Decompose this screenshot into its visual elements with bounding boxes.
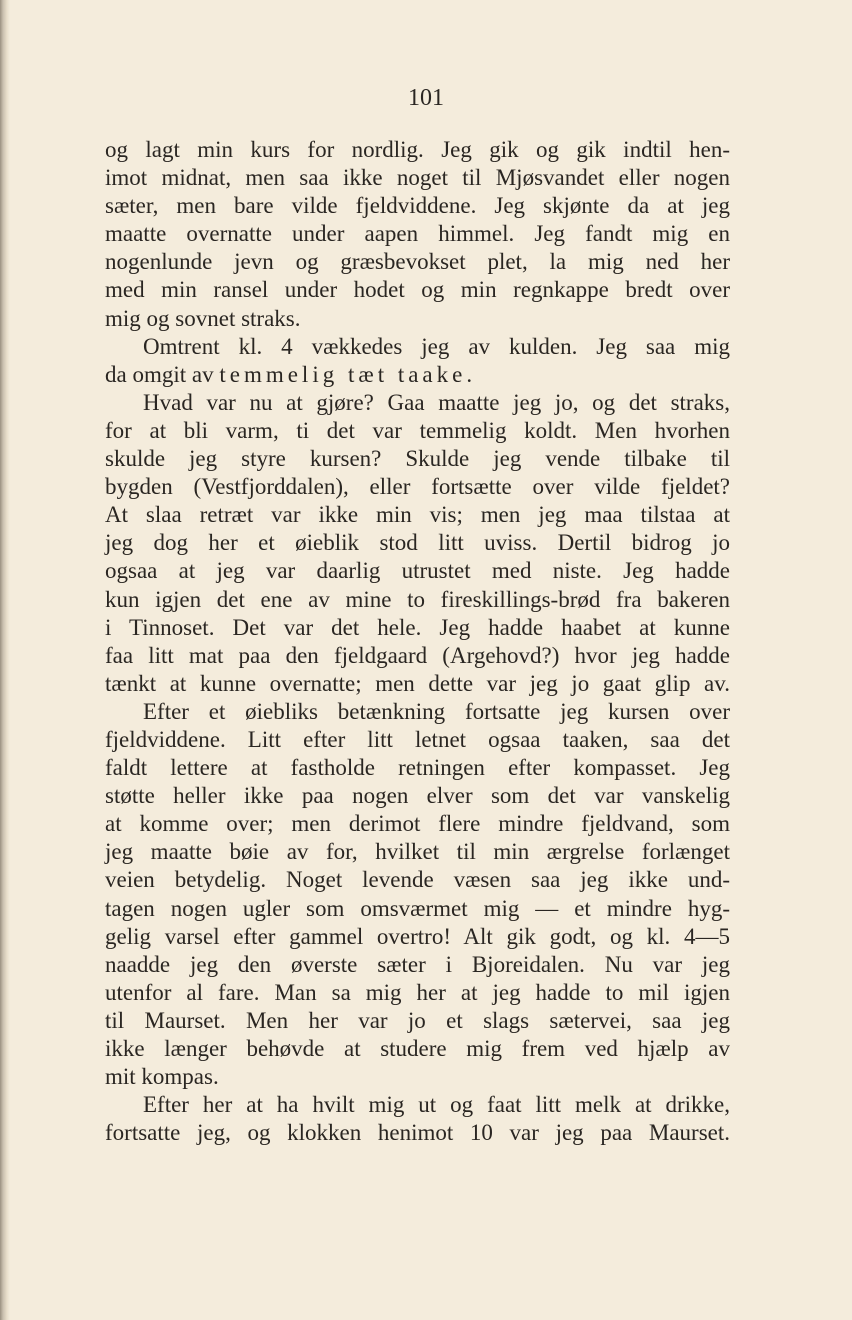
text-line: Efter her at ha hvilt mig ut og faat litt melk at drikke, (143, 1092, 730, 1118)
text-line: fjeldviddene. Litt efter litt letnet ogsaa taaken, saa det (105, 726, 730, 752)
text-line: bygden (Vestfjorddalen), eller fortsætte over vilde fjeldet? (105, 474, 730, 500)
text-line: at komme over; men derimot flere mindre fjeldvand, som (105, 811, 730, 837)
text-line: til Maurset. Men her var jo et slags sætervei, saa jeg (105, 1007, 730, 1033)
text-line: faa litt mat paa den fjeldgaard (Argehovd?) hvor jeg hadde (105, 642, 730, 668)
text-line: ikke længer behøvde at studere mig frem ved hjælp av (105, 1036, 730, 1061)
text-line: Efter et øiebliks betænkning fortsatte jeg kursen over (143, 698, 730, 724)
emphasized-text: temmelig tæt taake. (219, 361, 477, 387)
text-line: i Tinnoset. Det var det hele. Jeg hadde haabet at kunne (105, 614, 730, 640)
text-line: naadde jeg den øverste sæter i Bjoreidalen. Nu var jeg (105, 951, 730, 977)
text-line: tænkt at kunne overnatte; men dette var jeg jo gaat glip av. (105, 670, 730, 696)
text-line-with-spaced-emphasis (105, 361, 730, 389)
text-line: for at bli varm, ti det var temmelig koldt. Men hvorhen (105, 417, 730, 443)
text-line: maatte overnatte under aapen himmel. Jeg fandt mig en (105, 221, 730, 247)
text-segment: da omgit av (105, 361, 214, 387)
body-text (105, 136, 730, 1147)
text-line: jeg maatte bøie av for, hvilket til min ærgrelse forlænget (105, 839, 730, 865)
page-number: 101 (408, 85, 444, 111)
text-line: støtte heller ikke paa nogen elver som det var vanskelig (105, 783, 730, 809)
text-line: kun igjen det ene av mine to fireskillings-brød fra bakeren (105, 586, 730, 612)
text-line: ogsaa at jeg var daarlig utrustet med niste. Jeg hadde (105, 558, 730, 584)
text-line: At slaa retræt var ikke min vis; men jeg maa tilstaa at (105, 502, 730, 528)
page-binding-edge (0, 0, 10, 1320)
text-line: skulde jeg styre kursen? Skulde jeg vende tilbake til (105, 446, 730, 472)
text-line: mig og sovnet straks. (105, 305, 301, 331)
text-line: fortsatte jeg, og klokken henimot 10 var jeg paa Maurset. (105, 1120, 730, 1146)
text-line: utenfor al fare. Man sa mig her at jeg hadde to mil igjen (105, 979, 730, 1005)
text-line: faldt lettere at fastholde retningen efter kompasset. Jeg (105, 755, 730, 781)
text-line: sæter, men bare vilde fjeldviddene. Jeg skjønte da at jeg (105, 193, 730, 219)
text-line: med min ransel under hodet og min regnkappe bredt over (105, 277, 730, 303)
text-line: Omtrent kl. 4 vækkedes jeg av kulden. Jeg saa mig (143, 333, 730, 359)
text-line: jeg dog her et øieblik stod litt uviss. Dertil bidrog jo (105, 530, 730, 556)
text-line: mit kompas. (105, 1064, 219, 1090)
text-line: veien betydelig. Noget levende væsen saa jeg ikke und- (105, 867, 730, 893)
text-line: imot midnat, men saa ikke noget til Mjøsvandet eller nogen (105, 165, 730, 191)
text-line: Hvad var nu at gjøre? Gaa maatte jeg jo, og det straks, (143, 389, 730, 415)
text-line: nogenlunde jevn og græsbevokset plet, la mig ned her (105, 249, 730, 275)
text-line: gelig varsel efter gammel overtro! Alt gik godt, og kl. 4—5 (105, 923, 730, 949)
text-line: og lagt min kurs for nordlig. Jeg gik og gik indtil hen- (105, 137, 730, 162)
text-line: tagen nogen ugler som omsværmet mig — et mindre hyg- (105, 895, 730, 921)
